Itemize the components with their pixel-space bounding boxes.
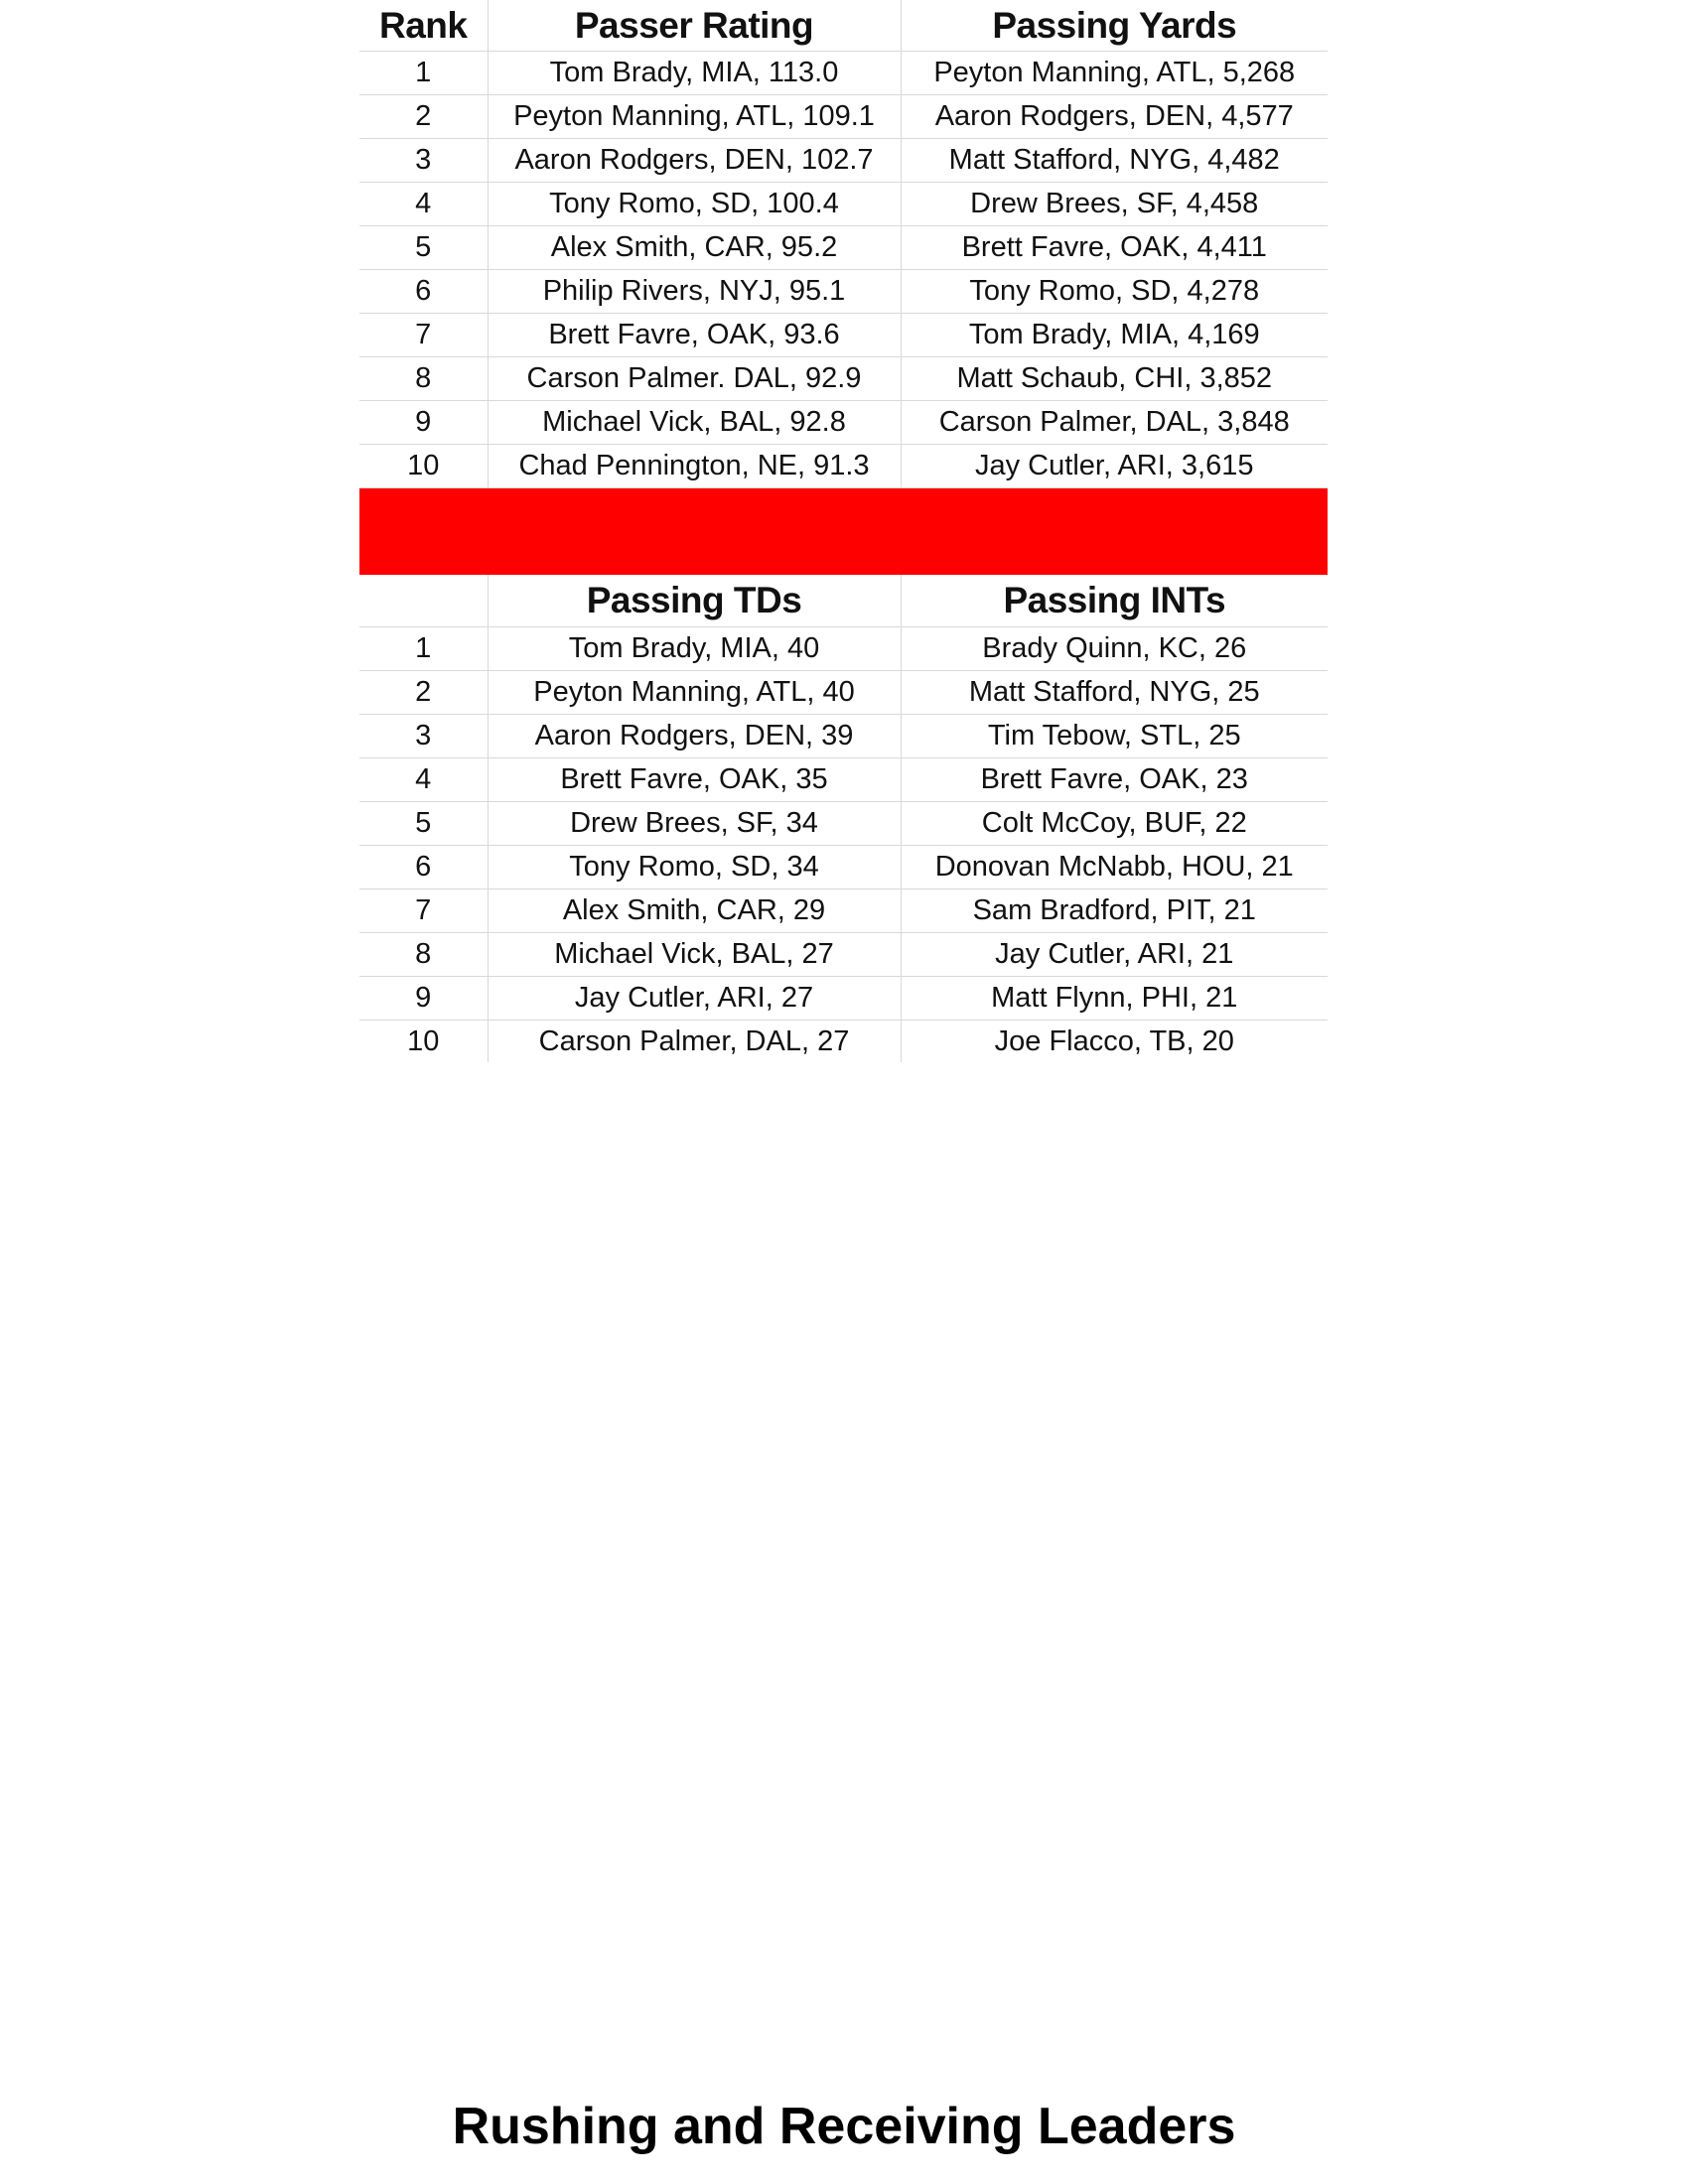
blank-rank-header	[359, 575, 488, 627]
rank-cell: 9	[359, 977, 488, 1021]
passing-yards-cell: Jay Cutler, ARI, 3,615	[901, 445, 1328, 488]
table-row	[359, 758, 1328, 802]
table-row	[359, 715, 1328, 758]
passer-rating-header: Passer Rating	[488, 0, 901, 52]
rank-cell: 4	[359, 183, 488, 226]
passer-rating-cell: Carson Palmer. DAL, 92.9	[488, 357, 901, 401]
rank-cell: 2	[359, 671, 488, 715]
passing-yards-cell: Matt Schaub, CHI, 3,852	[901, 357, 1328, 401]
table-row	[359, 139, 1328, 183]
table-row	[359, 52, 1328, 95]
rank-cell: 6	[359, 846, 488, 889]
passer-rating-cell: Alex Smith, CAR, 95.2	[488, 226, 901, 270]
passing-ints-cell: Tim Tebow, STL, 25	[901, 715, 1328, 758]
passer-rating-cell: Tom Brady, MIA, 113.0	[488, 52, 901, 95]
rank-cell: 8	[359, 357, 488, 401]
passing-tds-cell: Tony Romo, SD, 34	[488, 846, 901, 889]
rank-header: Rank	[359, 0, 488, 52]
passing-yards-cell: Drew Brees, SF, 4,458	[901, 183, 1328, 226]
passing-tds-cell: Peyton Manning, ATL, 40	[488, 671, 901, 715]
table-row	[359, 357, 1328, 401]
bottom-header-row	[359, 575, 1328, 627]
table-row	[359, 846, 1328, 889]
rank-cell: 7	[359, 889, 488, 933]
passing-yards-header: Passing Yards	[901, 0, 1328, 52]
passing-yards-cell: Tony Romo, SD, 4,278	[901, 270, 1328, 314]
table-row	[359, 226, 1328, 270]
passing-yards-cell: Carson Palmer, DAL, 3,848	[901, 401, 1328, 445]
passing-yards-cell: Matt Stafford, NYG, 4,482	[901, 139, 1328, 183]
passing-tds-cell: Brett Favre, OAK, 35	[488, 758, 901, 802]
passer-rating-cell: Brett Favre, OAK, 93.6	[488, 314, 901, 357]
passer-rating-cell: Philip Rivers, NYJ, 95.1	[488, 270, 901, 314]
passing-ints-cell: Donovan McNabb, HOU, 21	[901, 846, 1328, 889]
rank-cell: 5	[359, 802, 488, 846]
table-row	[359, 933, 1328, 977]
top-header-row	[359, 0, 1328, 52]
rank-cell: 10	[359, 445, 488, 488]
passing-yards-cell: Tom Brady, MIA, 4,169	[901, 314, 1328, 357]
passer-rating-cell: Aaron Rodgers, DEN, 102.7	[488, 139, 901, 183]
table-row	[359, 401, 1328, 445]
rank-cell: 2	[359, 95, 488, 139]
table-row	[359, 270, 1328, 314]
passing-tds-cell: Drew Brees, SF, 34	[488, 802, 901, 846]
top-table-body	[359, 0, 1328, 1062]
passer-rating-cell: Michael Vick, BAL, 92.8	[488, 401, 901, 445]
passing-ints-cell: Brady Quinn, KC, 26	[901, 627, 1328, 671]
passing-tds-header: Passing TDs	[488, 575, 901, 627]
red-divider-bar	[359, 488, 1328, 576]
passing-leaders-table	[359, 0, 1328, 1062]
rank-cell: 7	[359, 314, 488, 357]
passing-tds-cell: Aaron Rodgers, DEN, 39	[488, 715, 901, 758]
table-row	[359, 671, 1328, 715]
passing-tds-cell: Alex Smith, CAR, 29	[488, 889, 901, 933]
table-row	[359, 802, 1328, 846]
red-divider-cell	[359, 488, 1328, 576]
rank-cell: 9	[359, 401, 488, 445]
rank-cell: 5	[359, 226, 488, 270]
passing-yards-cell: Peyton Manning, ATL, 5,268	[901, 52, 1328, 95]
passing-ints-cell: Colt McCoy, BUF, 22	[901, 802, 1328, 846]
passing-yards-cell: Aaron Rodgers, DEN, 4,577	[901, 95, 1328, 139]
passing-ints-cell: Sam Bradford, PIT, 21	[901, 889, 1328, 933]
passing-ints-cell: Jay Cutler, ARI, 21	[901, 933, 1328, 977]
passing-tds-cell: Jay Cutler, ARI, 27	[488, 977, 901, 1021]
rank-cell: 3	[359, 715, 488, 758]
table-row	[359, 627, 1328, 671]
table-row	[359, 95, 1328, 139]
table-row	[359, 1021, 1328, 1063]
rank-cell: 4	[359, 758, 488, 802]
section-heading: Rushing and Receiving Leaders	[452, 2098, 1236, 2155]
passing-yards-cell: Brett Favre, OAK, 4,411	[901, 226, 1328, 270]
passing-ints-cell: Brett Favre, OAK, 23	[901, 758, 1328, 802]
passer-rating-cell: Peyton Manning, ATL, 109.1	[488, 95, 901, 139]
passer-rating-cell: Tony Romo, SD, 100.4	[488, 183, 901, 226]
rank-cell: 1	[359, 52, 488, 95]
passing-tds-cell: Tom Brady, MIA, 40	[488, 627, 901, 671]
table-row	[359, 445, 1328, 488]
table-row	[359, 977, 1328, 1021]
table-row	[359, 314, 1328, 357]
table-row	[359, 183, 1328, 226]
passing-ints-cell: Matt Stafford, NYG, 25	[901, 671, 1328, 715]
passing-ints-cell: Joe Flacco, TB, 20	[901, 1021, 1328, 1063]
passing-ints-cell: Matt Flynn, PHI, 21	[901, 977, 1328, 1021]
rank-cell: 6	[359, 270, 488, 314]
passing-ints-header: Passing INTs	[901, 575, 1328, 627]
passing-tds-cell: Michael Vick, BAL, 27	[488, 933, 901, 977]
rank-cell: 3	[359, 139, 488, 183]
passer-rating-cell: Chad Pennington, NE, 91.3	[488, 445, 901, 488]
rank-cell: 8	[359, 933, 488, 977]
table-row	[359, 889, 1328, 933]
rank-cell: 10	[407, 1024, 440, 1057]
rank-cell: 1	[359, 627, 488, 671]
passing-tds-cell: Carson Palmer, DAL, 27	[488, 1021, 901, 1063]
